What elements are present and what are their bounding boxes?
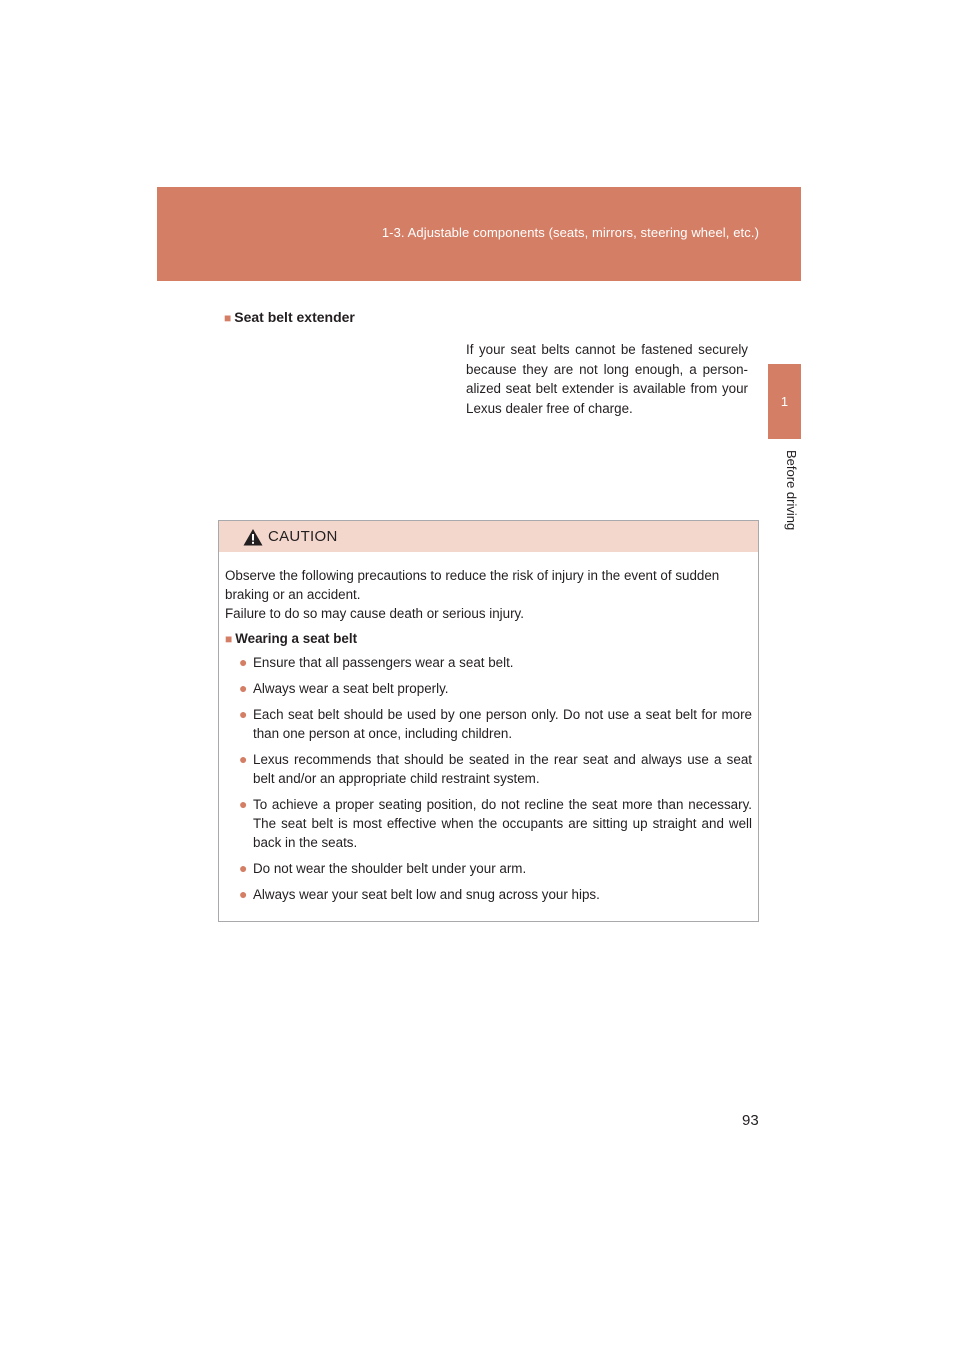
page-number: 93: [742, 1112, 759, 1129]
square-bullet-icon: ■: [225, 632, 233, 646]
list-item-text: Each seat belt should be used by one person only. Do not use a seat belt for more than one person at once, including children.: [253, 707, 752, 741]
list-item: [225, 653, 752, 672]
list-item: [225, 705, 752, 743]
chapter-header-band: [157, 187, 801, 281]
list-item-text: To achieve a proper seating position, do not recline the seat more than necessary. The seat belt is most effective when the occupants are sitting up straight and well back in the seats.: [253, 797, 752, 850]
chapter-number-tab: 1: [768, 364, 801, 439]
circle-bullet-icon: ●: [239, 680, 248, 696]
circle-bullet-icon: ●: [239, 751, 248, 767]
list-item-text: Lexus recommends that should be seated in the rear seat and always use a seat belt and/or an appropriate child restraint system.: [253, 752, 752, 786]
list-item: [225, 679, 752, 698]
list-item: [225, 750, 752, 788]
section-breadcrumb: 1-3. Adjustable components (seats, mirrors, steering wheel, etc.): [381, 225, 759, 240]
square-bullet-icon: ■: [224, 311, 232, 325]
circle-bullet-icon: ●: [239, 860, 248, 876]
caution-header: [219, 521, 758, 552]
chapter-label: Before driving: [784, 450, 799, 531]
caution-box: [218, 520, 759, 922]
circle-bullet-icon: ●: [239, 654, 248, 670]
list-item-text: Ensure that all passengers wear a seat belt.: [253, 655, 514, 670]
warning-triangle-icon: [243, 528, 263, 546]
circle-bullet-icon: ●: [239, 706, 248, 722]
caution-bullet-list: [225, 653, 752, 904]
list-item: [225, 795, 752, 852]
caution-sub-heading-text: Wearing a seat belt: [235, 631, 358, 646]
list-item: [225, 859, 752, 878]
section-heading: [224, 309, 355, 325]
caution-title: CAUTION: [268, 528, 338, 545]
list-item-text: Always wear a seat belt properly.: [253, 681, 449, 696]
list-item: [225, 885, 752, 904]
circle-bullet-icon: ●: [239, 796, 248, 812]
section-body-text: If your seat belts cannot be fastened securely because they are not long enough, a person- alized seat belt extender is available from your Lexus dealer free of charge.: [466, 342, 748, 416]
caution-intro-line-2: Failure to do so may cause death or serious injury.: [225, 606, 524, 621]
caution-body: [219, 552, 758, 904]
caution-sub-heading: [225, 629, 752, 649]
list-item-text: Always wear your seat belt low and snug across your hips.: [253, 887, 600, 902]
section-heading-text: Seat belt extender: [234, 309, 355, 325]
caution-intro-line-1: Observe the following precautions to reduce the risk of injury in the event of sudden braking or an accident.: [225, 568, 720, 602]
circle-bullet-icon: ●: [239, 886, 248, 902]
list-item-text: Do not wear the shoulder belt under your arm.: [253, 861, 527, 876]
